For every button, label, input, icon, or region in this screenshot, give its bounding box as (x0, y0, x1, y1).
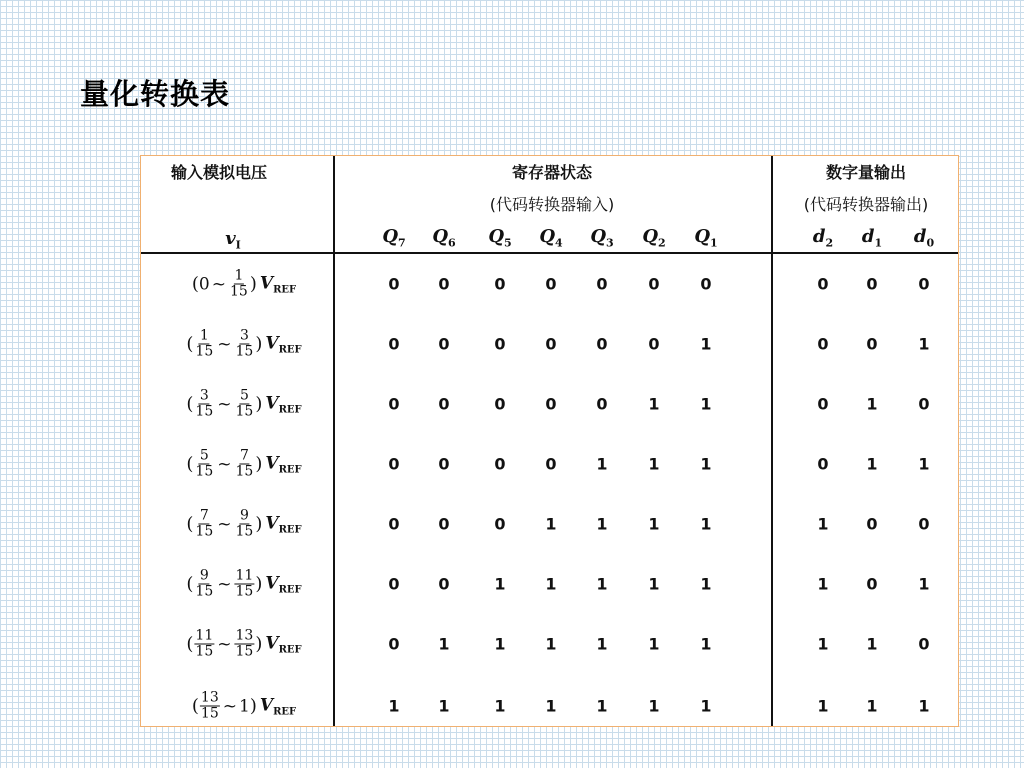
register-cell-q6: 0 (438, 394, 450, 414)
range-low-value: 0 (198, 274, 210, 294)
register-cell-q3: 0 (596, 394, 608, 414)
register-cell-q2: 0 (648, 274, 660, 294)
register-cell-q4: 1 (545, 696, 557, 716)
output-cell-d1: 0 (866, 514, 878, 534)
input-symbol: $v_I$ (225, 228, 241, 252)
register-cell-q6: 0 (438, 514, 450, 534)
register-cell-q4: 0 (545, 454, 557, 474)
output-cell-d1: 0 (866, 274, 878, 294)
register-cell-q7: 0 (388, 454, 400, 474)
output-cell-d2: 0 (817, 454, 829, 474)
register-cell-q6: 0 (438, 574, 450, 594)
register-state-subheader: (代码转换器输入) (489, 195, 615, 214)
output-cell-d1: 1 (866, 454, 878, 474)
q-column-header-4: $Q_4$ (539, 226, 563, 250)
register-cell-q3: 1 (596, 454, 608, 474)
range-low-fraction: $\frac{11}{15}$ (195, 627, 214, 660)
vref-label: $V_{REF}$ (259, 695, 297, 717)
register-cell-q5: 0 (494, 334, 506, 354)
column-divider-output (771, 156, 773, 726)
range-high-fraction: $\frac{13}{15}$ (235, 627, 254, 660)
register-cell-q4: 1 (545, 634, 557, 654)
range-low-fraction: $\frac{5}{15}$ (195, 447, 214, 480)
register-cell-q1: 1 (700, 634, 712, 654)
register-cell-q6: 1 (438, 634, 450, 654)
register-cell-q2: 1 (648, 514, 660, 534)
range-high-fraction: $\frac{1}{15}$ (230, 267, 248, 300)
output-cell-d2: 0 (817, 394, 829, 414)
range-low-fraction: $\frac{7}{15}$ (195, 507, 214, 540)
register-cell-q5: 1 (494, 696, 506, 716)
register-cell-q3: 0 (596, 334, 608, 354)
range-low-fraction: $\frac{1}{15}$ (195, 327, 214, 360)
vref-label: $V_{REF}$ (265, 633, 302, 655)
input-range-1: ( 0 ~ $\frac{1}{15}$ ) $V_{REF}$ (191, 267, 297, 300)
column-divider-input (333, 156, 335, 726)
register-cell-q1: 1 (700, 454, 712, 474)
register-cell-q1: 1 (700, 696, 712, 716)
register-cell-q6: 0 (438, 334, 450, 354)
vref-label: $V_{REF}$ (265, 573, 302, 595)
register-cell-q5: 0 (494, 454, 506, 474)
register-cell-q3: 1 (596, 514, 608, 534)
vref-label: $V_{REF}$ (259, 273, 297, 295)
input-range-2: ( $\frac{1}{15}$ ~ $\frac{3}{15}$ ) $V_{REF}$ (186, 327, 302, 360)
register-cell-q2: 0 (648, 334, 660, 354)
input-range-4: ( $\frac{5}{15}$ ~ $\frac{7}{15}$ ) $V_{REF}$ (186, 447, 302, 480)
register-cell-q2: 1 (648, 634, 660, 654)
register-cell-q6: 0 (438, 274, 450, 294)
range-high-fraction: $\frac{7}{15}$ (235, 447, 254, 480)
q-column-header-2: $Q_2$ (642, 226, 666, 250)
output-cell-d0: 0 (918, 394, 930, 414)
q-column-header-1: $Q_1$ (694, 226, 718, 250)
input-range-3: ( $\frac{3}{15}$ ~ $\frac{5}{15}$ ) $V_{REF}$ (186, 387, 302, 420)
register-cell-q4: 1 (545, 574, 557, 594)
vref-label: $V_{REF}$ (265, 333, 302, 355)
output-cell-d1: 1 (866, 696, 878, 716)
output-cell-d0: 1 (918, 696, 930, 716)
range-high-value: 1 (239, 696, 250, 716)
output-cell-d0: 1 (918, 334, 930, 354)
input-range-7: ( $\frac{11}{15}$ ~ $\frac{13}{15}$ ) $V_{REF}$ (186, 627, 302, 660)
output-cell-d0: 0 (918, 274, 930, 294)
register-cell-q5: 1 (494, 574, 506, 594)
input-range-8: ( $\frac{13}{15}$ ~ 1 ) $V_{REF}$ (191, 689, 297, 722)
register-cell-q7: 0 (388, 394, 400, 414)
input-range-6: ( $\frac{9}{15}$ ~ $\frac{11}{15}$ ) $V_{REF}$ (186, 567, 302, 600)
register-cell-q3: 0 (596, 274, 608, 294)
output-cell-d2: 1 (817, 634, 829, 654)
register-cell-q1: 0 (700, 274, 712, 294)
output-cell-d1: 0 (866, 574, 878, 594)
d-column-header-1: $d_1$ (861, 226, 883, 250)
range-low-fraction: $\frac{3}{15}$ (195, 387, 214, 420)
register-cell-q4: 0 (545, 274, 557, 294)
input-range-5: ( $\frac{7}{15}$ ~ $\frac{9}{15}$ ) $V_{REF}$ (186, 507, 302, 540)
register-cell-q6: 0 (438, 454, 450, 474)
register-cell-q3: 1 (596, 634, 608, 654)
header-divider (141, 252, 958, 254)
register-cell-q5: 0 (494, 514, 506, 534)
register-cell-q5: 0 (494, 394, 506, 414)
input-voltage-header: 输入模拟电压 (171, 163, 268, 182)
digital-output-header: 数字量输出 (825, 163, 907, 182)
register-cell-q7: 0 (388, 514, 400, 534)
output-cell-d2: 1 (817, 574, 829, 594)
output-cell-d0: 0 (918, 514, 930, 534)
register-cell-q2: 1 (648, 696, 660, 716)
register-state-header: 寄存器状态 (511, 163, 593, 182)
q-column-header-7: $Q_7$ (382, 226, 406, 250)
register-cell-q7: 0 (388, 574, 400, 594)
vref-label: $V_{REF}$ (265, 453, 302, 475)
register-cell-q2: 1 (648, 574, 660, 594)
d-column-header-2: $d_2$ (812, 226, 834, 250)
slide-title: 量化转换表 (80, 77, 231, 111)
range-high-fraction: $\frac{3}{15}$ (235, 327, 254, 360)
vref-label: $V_{REF}$ (265, 513, 302, 535)
register-cell-q4: 0 (545, 394, 557, 414)
output-cell-d2: 1 (817, 514, 829, 534)
output-cell-d1: 1 (866, 634, 878, 654)
q-column-header-3: $Q_3$ (590, 226, 614, 250)
output-cell-d0: 0 (918, 634, 930, 654)
output-cell-d1: 0 (866, 334, 878, 354)
range-high-fraction: $\frac{11}{15}$ (235, 567, 254, 600)
range-high-fraction: $\frac{9}{15}$ (235, 507, 254, 540)
register-cell-q5: 0 (494, 274, 506, 294)
output-cell-d2: 0 (817, 274, 829, 294)
register-cell-q1: 1 (700, 574, 712, 594)
vref-label: $V_{REF}$ (265, 393, 302, 415)
output-cell-d0: 1 (918, 574, 930, 594)
register-cell-q7: 0 (388, 634, 400, 654)
output-cell-d2: 0 (817, 334, 829, 354)
output-cell-d2: 1 (817, 696, 829, 716)
range-high-fraction: $\frac{5}{15}$ (235, 387, 254, 420)
register-cell-q2: 1 (648, 454, 660, 474)
quantization-table (140, 155, 959, 727)
register-cell-q4: 0 (545, 334, 557, 354)
q-column-header-6: $Q_6$ (432, 226, 456, 250)
q-column-header-5: $Q_5$ (488, 226, 512, 250)
digital-output-subheader: (代码转换器输出) (803, 195, 929, 214)
range-low-fraction: $\frac{9}{15}$ (195, 567, 214, 600)
register-cell-q3: 1 (596, 696, 608, 716)
register-cell-q7: 1 (388, 696, 400, 716)
register-cell-q1: 1 (700, 514, 712, 534)
register-cell-q6: 1 (438, 696, 450, 716)
register-cell-q3: 1 (596, 574, 608, 594)
output-cell-d1: 1 (866, 394, 878, 414)
register-cell-q7: 0 (388, 334, 400, 354)
register-cell-q5: 1 (494, 634, 506, 654)
output-cell-d0: 1 (918, 454, 930, 474)
d-column-header-0: $d_0$ (913, 226, 935, 250)
register-cell-q4: 1 (545, 514, 557, 534)
register-cell-q1: 1 (700, 394, 712, 414)
register-cell-q7: 0 (388, 274, 400, 294)
register-cell-q2: 1 (648, 394, 660, 414)
range-low-fraction: $\frac{13}{15}$ (200, 689, 219, 722)
register-cell-q1: 1 (700, 334, 712, 354)
